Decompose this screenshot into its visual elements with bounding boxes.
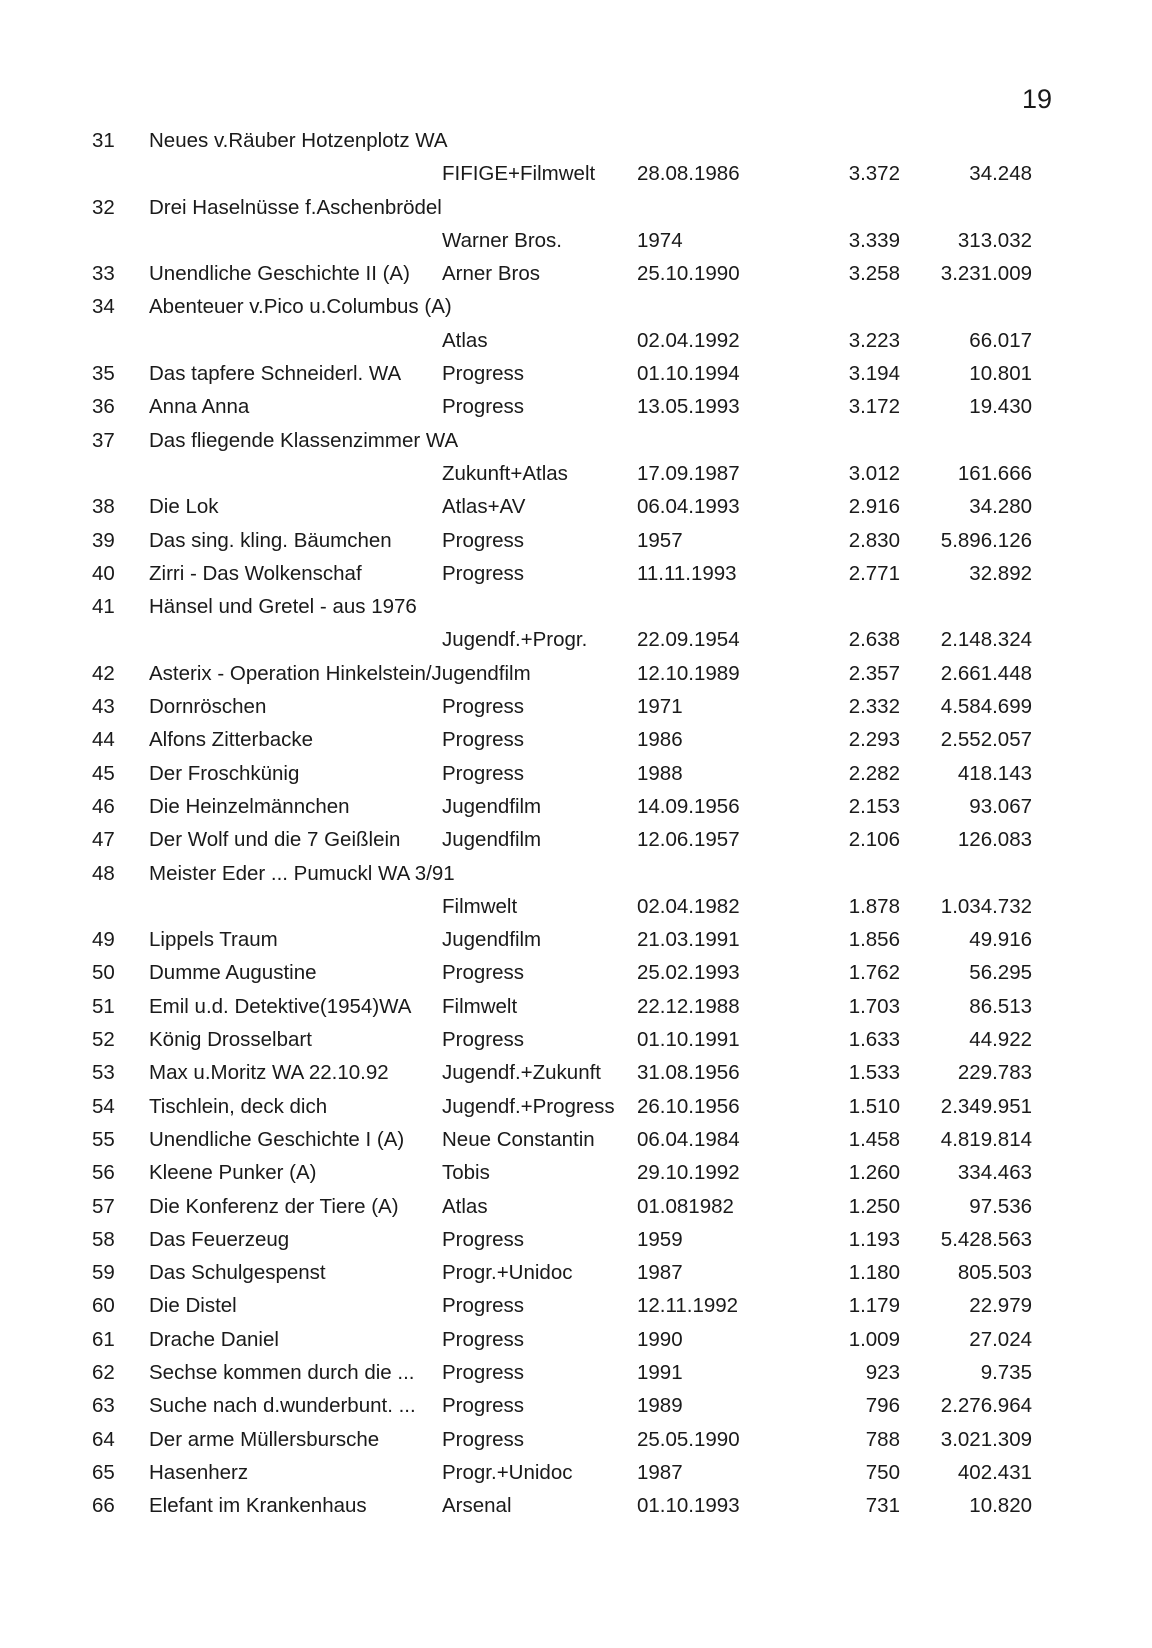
table-row (0, 1389, 1152, 1422)
distributor: Progress (442, 961, 525, 985)
visitors: 1.250 (848, 1194, 900, 1218)
total-visitors: 93.067 (969, 794, 1032, 818)
total-visitors: 19.430 (969, 395, 1032, 419)
distributor: Tobis (442, 1161, 490, 1185)
release-date: 02.04.1992 (637, 328, 740, 352)
table-row (0, 890, 1152, 923)
row-number: 47 (92, 828, 115, 852)
distributor: Progress (442, 1227, 525, 1251)
row-number: 65 (92, 1460, 115, 1484)
release-date: 06.04.1984 (637, 1127, 740, 1151)
total-visitors: 49.916 (969, 928, 1032, 952)
distributor: Progress (442, 728, 525, 752)
row-number: 43 (92, 695, 115, 719)
release-date: 1991 (637, 1360, 683, 1384)
release-date: 25.05.1990 (637, 1427, 740, 1451)
film-title: Die Heinzelmännchen (149, 794, 350, 818)
table-row (0, 990, 1152, 1023)
total-visitors: 1.034.732 (940, 894, 1032, 918)
release-date: 01.10.1991 (637, 1028, 740, 1052)
total-visitors: 10.820 (969, 1494, 1032, 1518)
total-visitors: 2.661.448 (940, 661, 1032, 685)
release-date: 1987 (637, 1460, 683, 1484)
film-title: Elefant im Krankenhaus (149, 1494, 367, 1518)
release-date: 1971 (637, 695, 683, 719)
film-title: Die Konferenz der Tiere (A) (149, 1194, 399, 1218)
row-number: 59 (92, 1261, 115, 1285)
film-title: Zirri - Das Wolkenschaf (149, 561, 362, 585)
film-title: Sechse kommen durch die ... (149, 1360, 415, 1384)
table-row (0, 490, 1152, 523)
distributor: Jugendf.+Progress (442, 1094, 615, 1118)
row-number: 63 (92, 1394, 115, 1418)
total-visitors: 2.552.057 (940, 728, 1032, 752)
total-visitors: 86.513 (969, 994, 1032, 1018)
release-date: 11.11.1993 (637, 561, 737, 585)
total-visitors: 34.280 (969, 495, 1032, 519)
total-visitors: 66.017 (969, 328, 1032, 352)
distributor: Filmwelt (442, 994, 518, 1018)
release-date: 31.08.1956 (637, 1061, 740, 1085)
release-date: 01.10.1993 (637, 1494, 740, 1518)
table-row (0, 357, 1152, 390)
distributor: Arner Bros (442, 262, 540, 286)
table-row (0, 1090, 1152, 1123)
visitors: 2.153 (848, 794, 900, 818)
table-row (0, 1256, 1152, 1289)
film-title: Neues v.Räuber Hotzenplotz WA (149, 129, 448, 152)
total-visitors: 126.083 (957, 828, 1032, 852)
film-title: Lippels Traum (149, 928, 278, 952)
film-title: Unendliche Geschichte I (A) (149, 1127, 405, 1151)
row-number: 40 (92, 561, 115, 585)
table-row (0, 1123, 1152, 1156)
release-date: 21.03.1991 (637, 928, 740, 952)
film-title: Tischlein, deck dich (149, 1094, 328, 1118)
release-date: 28.08.1986 (637, 162, 740, 186)
total-visitors: 5.428.563 (940, 1227, 1032, 1251)
visitors: 3.194 (848, 362, 900, 386)
total-visitors: 4.819.814 (940, 1127, 1032, 1151)
total-visitors: 418.143 (957, 761, 1032, 785)
row-number: 45 (92, 761, 115, 785)
table-row (0, 623, 1152, 656)
table-row (0, 290, 1152, 323)
total-visitors: 229.783 (957, 1061, 1032, 1085)
distributor: Jugendfilm (442, 828, 542, 852)
distributor: Progress (442, 1327, 525, 1351)
row-number: 49 (92, 928, 115, 952)
row-number: 36 (92, 395, 115, 419)
table-row (0, 424, 1152, 457)
table-row (0, 657, 1152, 690)
release-date: 25.10.1990 (637, 262, 740, 286)
film-title: Asterix - Operation Hinkelstein/Jugendfilm (149, 661, 531, 685)
release-date: 25.02.1993 (637, 961, 740, 985)
release-date: 12.10.1989 (637, 661, 740, 685)
row-number: 57 (92, 1194, 115, 1218)
table-row (0, 590, 1152, 623)
release-date: 29.10.1992 (637, 1161, 740, 1185)
total-visitors: 3.231.009 (940, 262, 1032, 286)
distributor: Progress (442, 528, 525, 552)
table-row (0, 1190, 1152, 1223)
release-date: 1974 (637, 228, 683, 252)
total-visitors: 313.032 (957, 228, 1032, 252)
row-number: 46 (92, 794, 115, 818)
visitors: 2.771 (848, 561, 900, 585)
row-number: 42 (92, 661, 115, 685)
total-visitors: 34.248 (969, 162, 1032, 186)
table-row (0, 457, 1152, 490)
film-title: Drache Daniel (149, 1327, 279, 1351)
row-number: 34 (92, 295, 115, 319)
table-row (0, 923, 1152, 956)
table-row (0, 1023, 1152, 1056)
row-number: 48 (92, 861, 115, 885)
distributor: Progress (442, 1394, 525, 1418)
release-date: 12.06.1957 (637, 828, 740, 852)
visitors: 2.916 (848, 495, 900, 519)
release-date: 1989 (637, 1394, 683, 1418)
distributor: Atlas+AV (442, 495, 526, 519)
film-title: Dornröschen (149, 695, 267, 719)
film-title: Das Feuerzeug (149, 1227, 290, 1251)
visitors: 731 (865, 1494, 900, 1518)
row-number: 39 (92, 528, 115, 552)
row-number: 60 (92, 1294, 115, 1318)
film-title: Die Lok (149, 495, 219, 519)
release-date: 26.10.1956 (637, 1094, 740, 1118)
distributor: Arsenal (442, 1494, 512, 1518)
visitors: 1.009 (848, 1327, 900, 1351)
total-visitors: 22.979 (969, 1294, 1032, 1318)
release-date: 1988 (637, 761, 683, 785)
visitors: 2.106 (848, 828, 900, 852)
distributor: Jugendf.+Zukunft (442, 1061, 601, 1085)
table-row (0, 390, 1152, 423)
total-visitors: 27.024 (969, 1327, 1032, 1351)
film-title: Abenteuer v.Pico u.Columbus (A) (149, 295, 452, 319)
row-number: 32 (92, 195, 115, 219)
table-row (0, 257, 1152, 290)
total-visitors: 5.896.126 (940, 528, 1032, 552)
total-visitors: 402.431 (957, 1460, 1032, 1484)
distributor: Zukunft+Atlas (442, 461, 568, 485)
distributor: FIFIGE+Filmwelt (442, 162, 596, 186)
distributor: Neue Constantin (442, 1127, 595, 1151)
row-number: 35 (92, 362, 115, 386)
table-row (0, 1356, 1152, 1389)
total-visitors: 32.892 (969, 561, 1032, 585)
visitors: 788 (865, 1427, 900, 1451)
distributor: Warner Bros. (442, 228, 562, 252)
film-title: König Drosselbart (149, 1028, 312, 1052)
table-row (0, 224, 1152, 257)
film-title: Suche nach d.wunderbunt. ... (149, 1394, 416, 1418)
visitors: 1.179 (848, 1294, 900, 1318)
table-row (0, 823, 1152, 856)
release-date: 1990 (637, 1327, 683, 1351)
row-number: 44 (92, 728, 115, 752)
table-row (0, 790, 1152, 823)
visitors: 1.193 (848, 1227, 900, 1251)
row-number: 31 (92, 129, 115, 152)
table-row (0, 857, 1152, 890)
film-title: Emil u.d. Detektive(1954)WA (149, 994, 412, 1018)
visitors: 1.633 (848, 1028, 900, 1052)
distributor: Jugendfilm (442, 928, 542, 952)
distributor: Progress (442, 761, 525, 785)
visitors: 796 (865, 1394, 900, 1418)
visitors: 1.180 (848, 1261, 900, 1285)
visitors: 1.762 (848, 961, 900, 985)
table-row (0, 723, 1152, 756)
distributor: Progress (442, 1028, 525, 1052)
distributor: Jugendfilm (442, 794, 542, 818)
release-date: 17.09.1987 (637, 461, 740, 485)
film-title: Das sing. kling. Bäumchen (149, 528, 392, 552)
distributor: Progress (442, 395, 525, 419)
film-title: Kleene Punker (A) (149, 1161, 317, 1185)
distributor: Progr.+Unidoc (442, 1261, 573, 1285)
row-number: 33 (92, 262, 115, 286)
film-title: Das tapfere Schneiderl. WA (149, 362, 402, 386)
film-title: Drei Haselnüsse f.Aschenbrödel (149, 195, 442, 219)
visitors: 3.223 (848, 328, 900, 352)
table-row (0, 157, 1152, 190)
release-date: 01.10.1994 (637, 362, 740, 386)
release-date: 06.04.1993 (637, 495, 740, 519)
film-title: Anna Anna (149, 395, 250, 419)
total-visitors: 4.584.699 (940, 695, 1032, 719)
visitors: 3.339 (848, 228, 900, 252)
distributor: Atlas (442, 1194, 488, 1218)
row-number: 54 (92, 1094, 115, 1118)
release-date: 1957 (637, 528, 683, 552)
row-number: 61 (92, 1327, 115, 1351)
release-date: 1986 (637, 728, 683, 752)
visitors: 1.510 (848, 1094, 900, 1118)
table-row (0, 524, 1152, 557)
visitors: 3.258 (848, 262, 900, 286)
table-row (0, 324, 1152, 357)
release-date: 13.05.1993 (637, 395, 740, 419)
film-title: Max u.Moritz WA 22.10.92 (149, 1061, 389, 1085)
total-visitors: 161.666 (957, 461, 1032, 485)
table-row (0, 1489, 1152, 1522)
distributor: Filmwelt (442, 894, 518, 918)
total-visitors: 56.295 (969, 961, 1032, 985)
visitors: 1.260 (848, 1161, 900, 1185)
release-date: 22.12.1988 (637, 994, 740, 1018)
visitors: 2.357 (848, 661, 900, 685)
film-title: Alfons Zitterbacke (149, 728, 314, 752)
row-number: 62 (92, 1360, 115, 1384)
release-date: 1959 (637, 1227, 683, 1251)
row-number: 50 (92, 961, 115, 985)
total-visitors: 10.801 (969, 362, 1032, 386)
visitors: 2.332 (848, 695, 900, 719)
distributor: Progr.+Unidoc (442, 1460, 573, 1484)
visitors: 2.293 (848, 728, 900, 752)
row-number: 58 (92, 1227, 115, 1251)
visitors: 750 (865, 1460, 900, 1484)
release-date: 22.09.1954 (637, 628, 740, 652)
table-row (0, 1056, 1152, 1089)
row-number: 53 (92, 1061, 115, 1085)
table-row (0, 557, 1152, 590)
film-title: Das fliegende Klassenzimmer WA (149, 428, 459, 452)
total-visitors: 44.922 (969, 1028, 1032, 1052)
page-number: 19 (1022, 84, 1053, 114)
visitors: 923 (865, 1360, 900, 1384)
table-row (0, 1423, 1152, 1456)
total-visitors: 334.463 (957, 1161, 1032, 1185)
total-visitors: 3.021.309 (940, 1427, 1032, 1451)
film-title: Der arme Müllersbursche (149, 1427, 380, 1451)
release-date: 1987 (637, 1261, 683, 1285)
table-row (0, 1289, 1152, 1322)
distributor: Progress (442, 561, 525, 585)
visitors: 3.372 (848, 162, 900, 186)
table-row (0, 956, 1152, 989)
total-visitors: 2.276.964 (940, 1394, 1032, 1418)
table-row (0, 191, 1152, 224)
release-date: 02.04.1982 (637, 894, 740, 918)
row-number: 38 (92, 495, 115, 519)
distributor: Progress (442, 1294, 525, 1318)
visitors: 3.012 (848, 461, 900, 485)
film-list (0, 124, 1152, 1522)
release-date: 12.11.1992 (637, 1294, 739, 1318)
row-number: 52 (92, 1028, 115, 1052)
distributor: Progress (442, 695, 525, 719)
row-number: 56 (92, 1161, 115, 1185)
table-row (0, 124, 1152, 157)
film-title: Der Froschkünig (149, 761, 300, 785)
distributor: Jugendf.+Progr. (442, 628, 588, 652)
distributor: Progress (442, 1427, 525, 1451)
visitors: 3.172 (848, 395, 900, 419)
table-row (0, 690, 1152, 723)
film-title: Unendliche Geschichte II (A) (149, 262, 410, 286)
release-date: 01.081982 (637, 1194, 734, 1218)
film-title: Dumme Augustine (149, 961, 317, 985)
visitors: 2.638 (848, 628, 900, 652)
visitors: 1.878 (848, 894, 900, 918)
film-title: Meister Eder ... Pumuckl WA 3/91 (149, 861, 455, 885)
visitors: 2.830 (848, 528, 900, 552)
total-visitors: 97.536 (969, 1194, 1032, 1218)
film-title: Hänsel und Gretel - aus 1976 (149, 595, 417, 619)
film-title: Hasenherz (149, 1460, 249, 1484)
table-row (0, 757, 1152, 790)
row-number: 51 (92, 994, 115, 1018)
table-row (0, 1223, 1152, 1256)
film-title: Die Distel (149, 1294, 237, 1318)
row-number: 55 (92, 1127, 115, 1151)
table-row (0, 1323, 1152, 1356)
distributor: Progress (442, 1360, 525, 1384)
distributor: Progress (442, 362, 525, 386)
film-title: Das Schulgespenst (149, 1261, 326, 1285)
distributor: Atlas (442, 328, 488, 352)
visitors: 1.703 (848, 994, 900, 1018)
total-visitors: 805.503 (957, 1261, 1032, 1285)
row-number: 41 (92, 595, 115, 619)
visitors: 2.282 (848, 761, 900, 785)
table-row (0, 1456, 1152, 1489)
total-visitors: 2.148.324 (940, 628, 1032, 652)
row-number: 37 (92, 428, 115, 452)
visitors: 1.533 (848, 1061, 900, 1085)
release-date: 14.09.1956 (637, 794, 740, 818)
row-number: 64 (92, 1427, 115, 1451)
film-title: Der Wolf und die 7 Geißlein (149, 828, 401, 852)
table-row (0, 1156, 1152, 1189)
visitors: 1.856 (848, 928, 900, 952)
total-visitors: 9.735 (980, 1360, 1032, 1384)
row-number: 66 (92, 1494, 115, 1518)
total-visitors: 2.349.951 (940, 1094, 1032, 1118)
visitors: 1.458 (848, 1127, 900, 1151)
